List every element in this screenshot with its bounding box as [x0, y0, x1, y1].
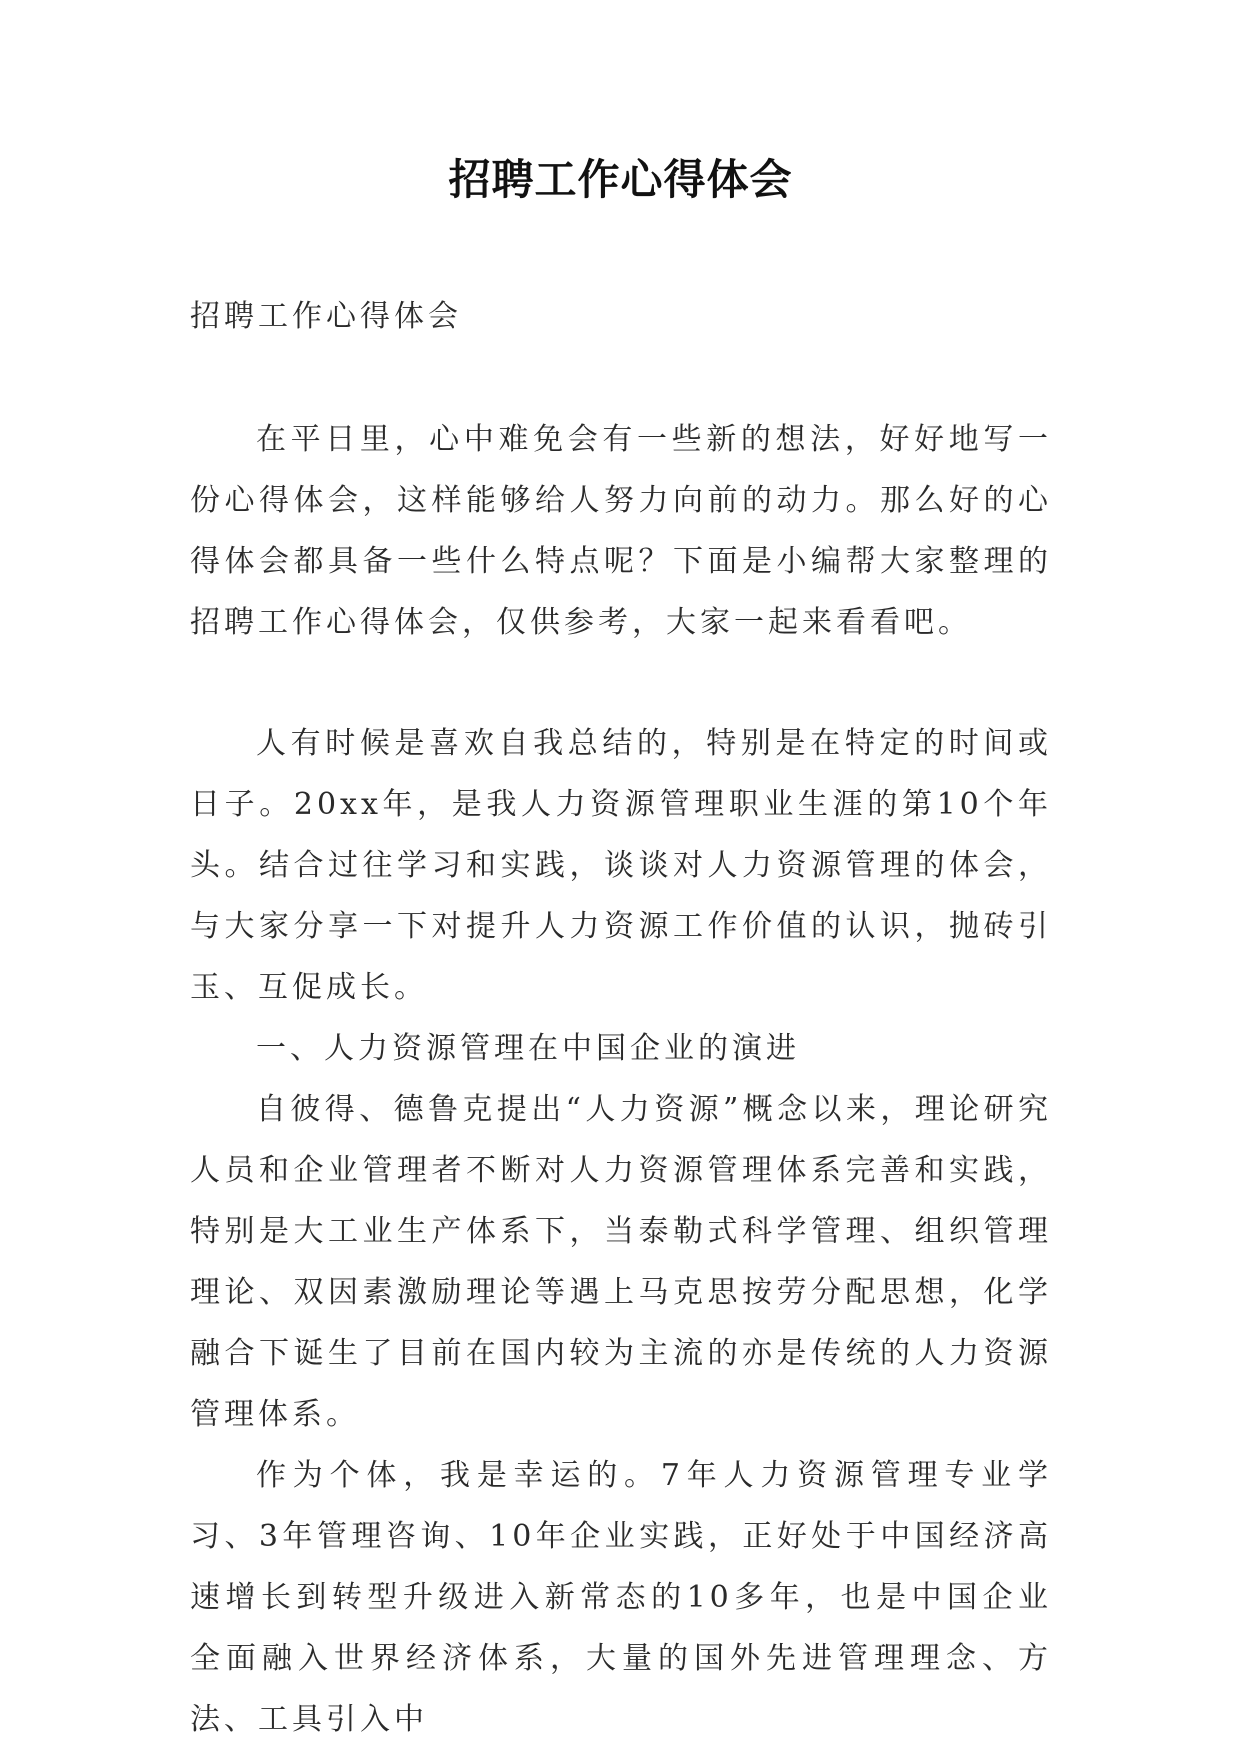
- document-body: [190, 286, 1052, 1750]
- paragraph-personal: 作为个体，我是幸运的。7年人力资源管理专业学习、3年管理咨询、10年企业实践，正好处于中国经济高速增长到转型升级进入新常态的10多年，也是中国企业全面融入世界经济体系，大量的国外先进管理理念、方法、工具引入中: [190, 1458, 1052, 1737]
- document-subtitle: 招聘工作心得体会: [190, 299, 462, 334]
- paragraph-reflection: 人有时候是喜欢自我总结的，特别是在特定的时间或日子。20xx年，是我人力资源管理职业生涯的第10个年头。结合过往学习和实践，谈谈对人力资源管理的体会，与大家分享一下对提升人力资源工作价值的认识，抛砖引玉、互促成长。: [190, 726, 1052, 1005]
- section-heading: 一、人力资源管理在中国企业的演进: [256, 1031, 800, 1066]
- document-title: 招聘工作心得体会: [448, 155, 793, 204]
- paragraph-evolution: 自彼得、德鲁克提出“人力资源”概念以来，理论研究人员和企业管理者不断对人力资源管理体系完善和实践，特别是大工业生产体系下，当泰勒式科学管理、组织管理理论、双因素激励理论等遇上马克思按劳分配思想，化学融合下诞生了目前在国内较为主流的亦是传统的人力资源管理体系。: [190, 1092, 1052, 1432]
- intro-paragraph: 在平日里，心中难免会有一些新的想法，好好地写一份心得体会，这样能够给人努力向前的动力。那么好的心得体会都具备一些什么特点呢？下面是小编帮大家整理的招聘工作心得体会，仅供参考，大家一起来看看吧。: [190, 422, 1052, 640]
